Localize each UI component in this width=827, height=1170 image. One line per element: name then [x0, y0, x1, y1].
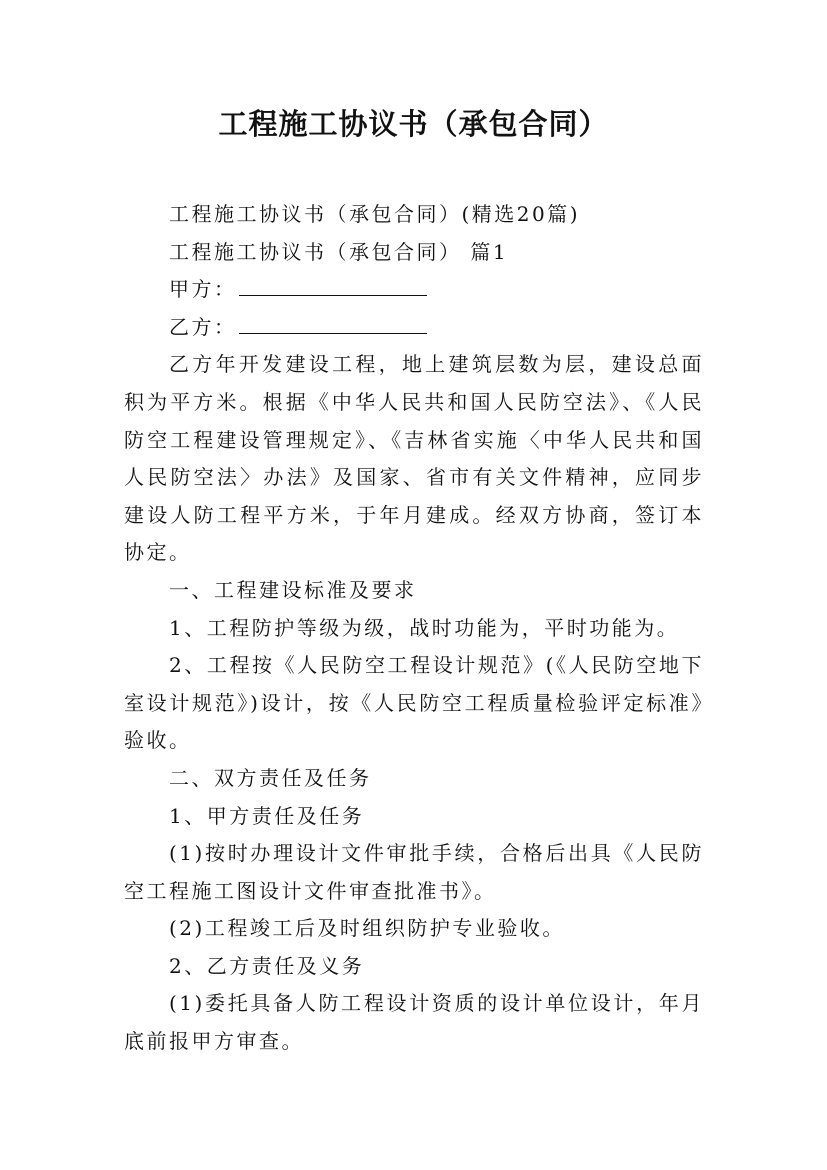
party-a-label: 甲方： [169, 277, 237, 302]
paragraph-collection-heading: 工程施工协议书（承包合同）(精选20篇) [169, 202, 581, 226]
document-body [124, 196, 704, 1061]
party-a-line [124, 271, 704, 309]
party-b-line [124, 309, 704, 347]
section-heading-standards: 一、工程建设标准及要求 [169, 577, 417, 602]
document-title: 工程施工协议书（承包合同） [218, 107, 609, 141]
paragraph-article-heading: 工程施工协议书（承包合同） 篇1 [169, 239, 509, 264]
paragraph-party-a-item-2: (2)工程竣工后及时组织防护专业验收。 [169, 916, 565, 941]
subheading-party-a: 1、甲方责任及任务 [169, 803, 365, 828]
paragraph-party-a-item-1: (1)按时办理设计文件审批手续，合格后出具《人民防空工程施工图设计文件审查批准书》。 [124, 841, 704, 903]
paragraph-protection-level: 1、工程防护等级为级，战时功能为，平时功能为。 [169, 615, 680, 640]
paragraph-design-spec: 2、工程按《人民防空工程设计规范》(《人民防空地下室设计规范》)设计，按《人民防空工程质量检验评定标准》验收。 [124, 653, 704, 753]
paragraph-party-b-item-1: (1)委托具备人防工程设计资质的设计单位设计，年月底前报甲方审查。 [124, 991, 704, 1054]
party-b-label: 乙方： [169, 314, 237, 339]
section-heading-responsibilities: 二、双方责任及任务 [169, 765, 372, 790]
subheading-party-b: 2、乙方责任及义务 [169, 953, 365, 978]
party-b-blank [239, 311, 427, 334]
paragraph-intro: 乙方年开发建设工程，地上建筑层数为层，建设总面积为平方米。根据《中华人民共和国人民防空法》、《人民防空工程建设管理规定》、《吉林省实施〈中华人民共和国人民防空法〉办法》及国家、省市有关文件精神，应同步建设人防工程平方米，于年月建成。经双方协商，签订本协定。 [124, 352, 704, 565]
party-a-blank [239, 273, 427, 296]
